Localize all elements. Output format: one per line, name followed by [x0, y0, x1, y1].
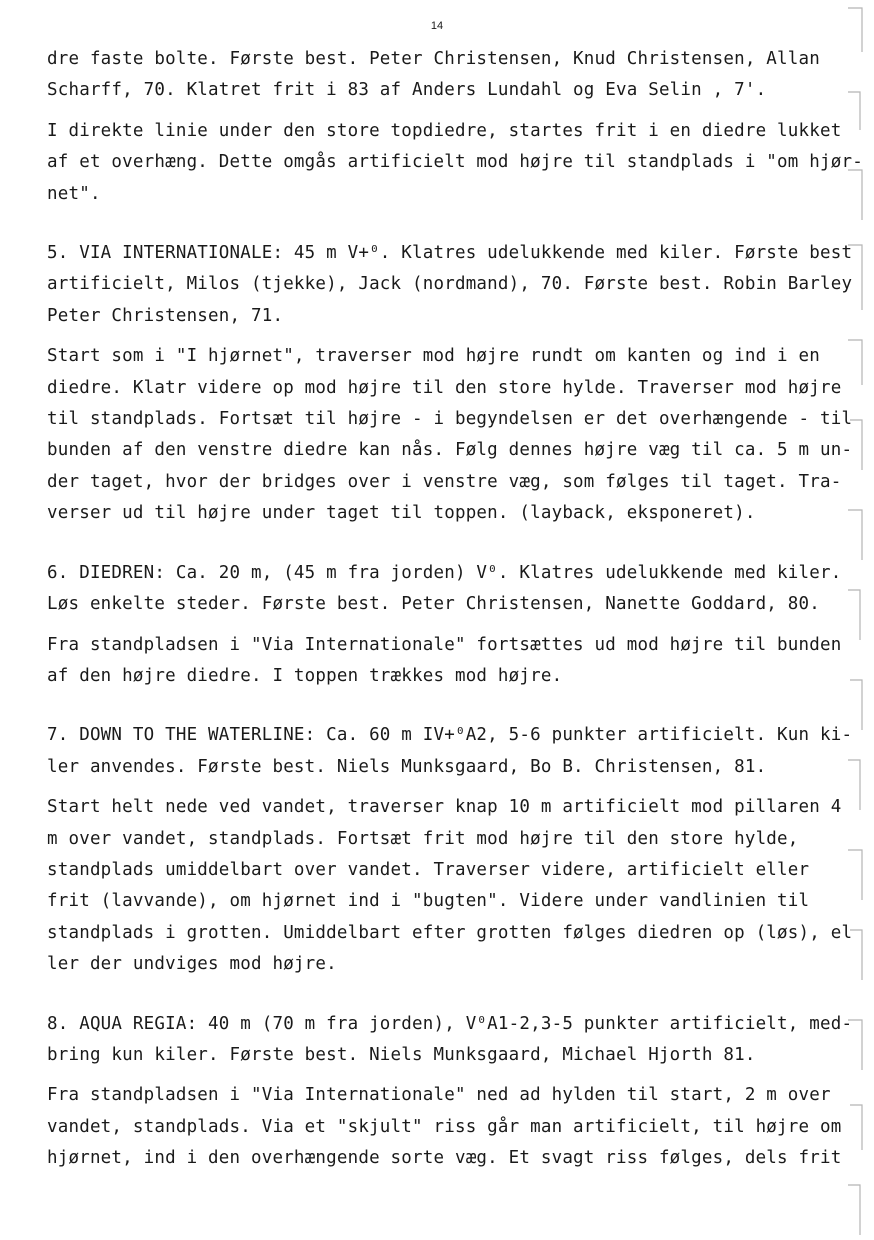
margin-mark [848, 850, 862, 900]
text-line: 8. AQUA REGIA: 40 m (70 m fra jorden), V⁰A1-2,3-5 punkter artificielt, med- [47, 1013, 853, 1034]
text-line: ler der undviges mod højre. [47, 954, 337, 975]
text-line: bring kun kiler. Første best. Niels Munksgaard, Michael Hjorth 81. [47, 1044, 756, 1065]
text-line: 6. DIEDREN: Ca. 20 m, (45 m fra jorden) V⁰. Klatres udelukkende med kiler. [47, 562, 842, 583]
text-line: Fra standpladsen i "Via Internationale" ned ad hylden til start, 2 m over [47, 1085, 831, 1106]
route-5-description [47, 341, 853, 529]
text-line: artificielt, Milos (tjekke), Jack (nordmand), 70. Første best. Robin Barley [47, 274, 853, 295]
page-number: 14 [430, 20, 444, 32]
text-line: der taget, hvor der bridges over i venstre væg, som følges til taget. Tra- [47, 471, 842, 492]
route-5-heading [47, 238, 853, 332]
text-line: 7. DOWN TO THE WATERLINE: Ca. 60 m IV+⁰A2, 5-6 punkter artificielt. Kun ki- [47, 725, 853, 746]
text-line: til standplads. Fortsæt til højre - i begyndelsen er det overhængende - til [47, 409, 853, 430]
text-line: Start som i "I hjørnet", traverser mod højre rundt om kanten og ind i en [47, 346, 820, 367]
text-line: 5. VIA INTERNATIONALE: 45 m V+⁰. Klatres udelukkende med kiler. Første best [47, 243, 853, 264]
text-line: standplads i grotten. Umiddelbart efter grotten følges diedren op (løs), el [47, 922, 853, 943]
text-line: Start helt nede ved vandet, traverser knap 10 m artificielt mod pillaren 4 [47, 797, 842, 818]
route-6-heading [47, 558, 847, 621]
text-line: diedre. Klatr videre op mod højre til den store hylde. Traverser mod højre [47, 377, 842, 398]
text-line: standplads umiddelbart over vandet. Traverser videre, artificielt eller [47, 859, 810, 880]
margin-mark [848, 760, 860, 810]
text-line: m over vandet, standplads. Fortsæt frit mod højre til den store hylde, [47, 828, 799, 849]
text-line: Scharff, 70. Klatret frit i 83 af Anders Lundahl og Eva Selin , 7'. [47, 80, 767, 101]
text-line: dre faste bolte. Første best. Peter Christensen, Knud Christensen, Allan [47, 49, 820, 69]
margin-mark [850, 1105, 862, 1150]
route-7-description [47, 792, 853, 980]
margin-mark [848, 340, 862, 385]
text-line: hjørnet, ind i den overhængende sorte væg. Et svagt riss følges, dels frit [47, 1148, 842, 1169]
text-line: verser ud til højre under taget til toppen. (layback, eksponeret). [47, 503, 756, 524]
text-line: Fra standpladsen i "Via Internationale" fortsættes ud mod højre til bunden [47, 634, 842, 655]
margin-mark [848, 590, 860, 640]
text-line: ler anvendes. Første best. Niels Munksgaard, Bo B. Christensen, 81. [47, 756, 767, 777]
margin-mark [848, 92, 860, 130]
text-line: I direkte linie under den store topdiedre, startes frit i en diedre lukket [47, 120, 842, 141]
margin-mark [850, 680, 862, 730]
margin-mark [848, 1185, 860, 1235]
paragraph-intro-tail [47, 44, 847, 107]
text-line: Peter Christensen, 71. [47, 305, 284, 326]
text-line: Løs enkelte steder. Første best. Peter Christensen, Nanette Goddard, 80. [47, 594, 820, 615]
route-8-heading [47, 1009, 853, 1072]
margin-mark [848, 170, 862, 220]
route-8-description [47, 1080, 847, 1174]
route-6-description [47, 630, 847, 693]
text-line: frit (lavvande), om hjørnet ind i "bugten". Videre under vandlinien til [47, 891, 810, 912]
text-line: af den højre diedre. I toppen trækkes mod højre. [47, 665, 563, 686]
text-line: vandet, standplads. Via et "skjult" riss går man artificielt, til højre om [47, 1116, 842, 1137]
text-line: bunden af den venstre diedre kan nås. Følg dennes højre væg til ca. 5 m un- [47, 440, 853, 461]
text-line: af et overhæng. Dette omgås artificielt mod højre til standplads i "om hjør- [47, 152, 863, 173]
document-body [47, 44, 863, 1175]
text-line: net". [47, 183, 101, 204]
route-7-heading [47, 720, 853, 783]
paragraph-intro-desc [47, 116, 863, 210]
margin-mark [848, 510, 862, 560]
